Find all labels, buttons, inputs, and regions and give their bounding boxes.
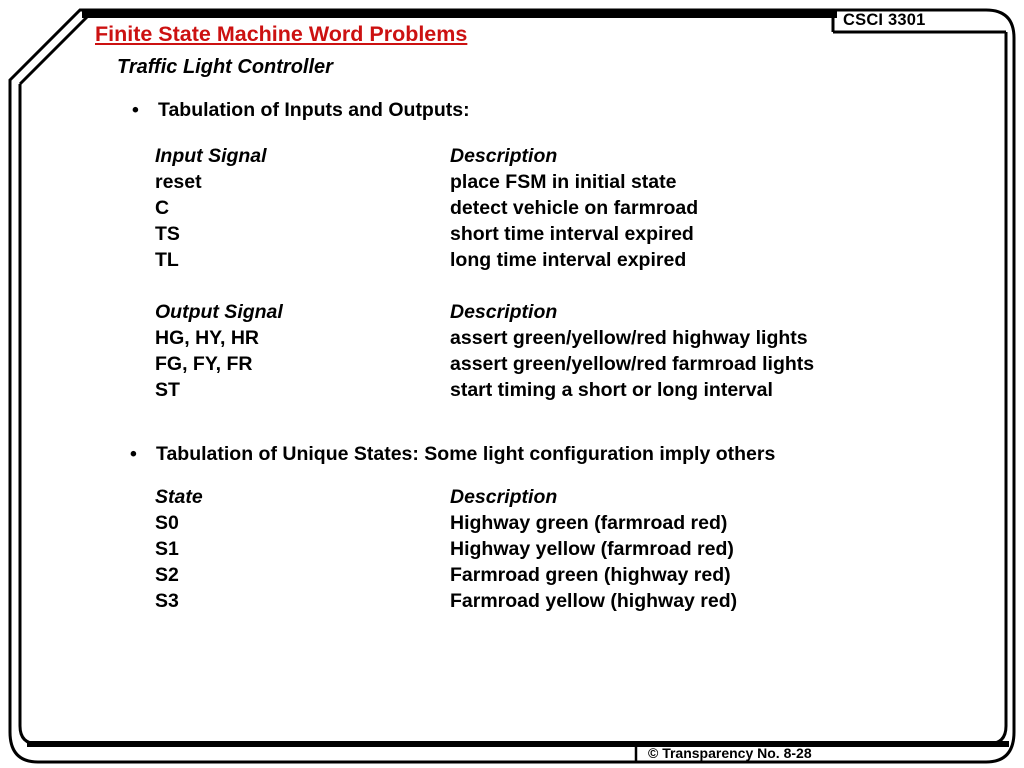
table-row xyxy=(155,195,698,221)
table-row xyxy=(155,588,737,614)
signal-cell: C xyxy=(155,197,170,219)
signal-header-cell: Input Signal xyxy=(155,145,267,167)
description-header-cell: Description xyxy=(450,145,558,167)
inner-border-diagonal xyxy=(20,14,90,84)
table-header-row xyxy=(155,143,698,169)
signal-cell: ST xyxy=(155,379,180,401)
description-cell: start timing a short or long interval xyxy=(450,379,773,401)
description-cell: assert green/yellow/red farmroad lights xyxy=(450,353,815,375)
state-cell: S2 xyxy=(155,564,179,586)
bullet-item-unique-states xyxy=(130,443,775,466)
description-cell: place FSM in initial state xyxy=(450,171,677,193)
signal-cell: FG, FY, FR xyxy=(155,353,253,375)
signal-cell: reset xyxy=(155,171,202,193)
state-table xyxy=(155,484,737,614)
signal-cell: HG, HY, HR xyxy=(155,327,260,349)
state-cell: S1 xyxy=(155,538,179,560)
description-cell: assert green/yellow/red highway lights xyxy=(450,327,808,349)
bullet-label: Tabulation of Inputs and Outputs: xyxy=(158,99,470,121)
slide-subtitle: Traffic Light Controller xyxy=(117,56,333,78)
description-cell: Farmroad yellow (highway red) xyxy=(450,590,738,612)
inner-border-right xyxy=(988,32,1006,744)
bullet-label: Tabulation of Unique States: Some light configuration imply others xyxy=(156,443,776,465)
bullet-icon: • xyxy=(130,443,137,465)
table-row xyxy=(155,351,814,377)
output-signal-table xyxy=(155,299,814,403)
table-header-row xyxy=(155,299,814,325)
table-header-row xyxy=(155,484,737,510)
state-header-cell: State xyxy=(155,486,203,508)
table-row xyxy=(155,536,737,562)
description-cell: short time interval expired xyxy=(450,223,694,245)
table-row xyxy=(155,221,698,247)
description-header-cell: Description xyxy=(450,486,558,508)
footer-note: © Transparency No. 8-28 xyxy=(648,745,812,761)
table-row xyxy=(155,510,737,536)
table-row xyxy=(155,562,737,588)
table-row xyxy=(155,325,814,351)
signal-cell: TL xyxy=(155,249,179,271)
state-cell: S0 xyxy=(155,512,179,534)
description-cell: Highway yellow (farmroad red) xyxy=(450,538,734,560)
state-cell: S3 xyxy=(155,590,179,612)
bullet-item-inputs-outputs xyxy=(132,99,470,122)
description-cell: detect vehicle on farmroad xyxy=(450,197,699,219)
table-row xyxy=(155,247,698,273)
inner-border-left xyxy=(20,84,38,744)
description-cell: Highway green (farmroad red) xyxy=(450,512,728,534)
description-cell: long time interval expired xyxy=(450,249,687,271)
description-cell: Farmroad green (highway red) xyxy=(450,564,731,586)
signal-cell: TS xyxy=(155,223,180,245)
page-title: Finite State Machine Word Problems xyxy=(95,22,468,46)
bullet-icon: • xyxy=(132,99,139,121)
course-code: CSCI 3301 xyxy=(843,11,926,29)
input-signal-table xyxy=(155,143,698,273)
signal-header-cell: Output Signal xyxy=(155,301,283,323)
description-header-cell: Description xyxy=(450,301,558,323)
table-row xyxy=(155,169,698,195)
table-row xyxy=(155,377,814,403)
